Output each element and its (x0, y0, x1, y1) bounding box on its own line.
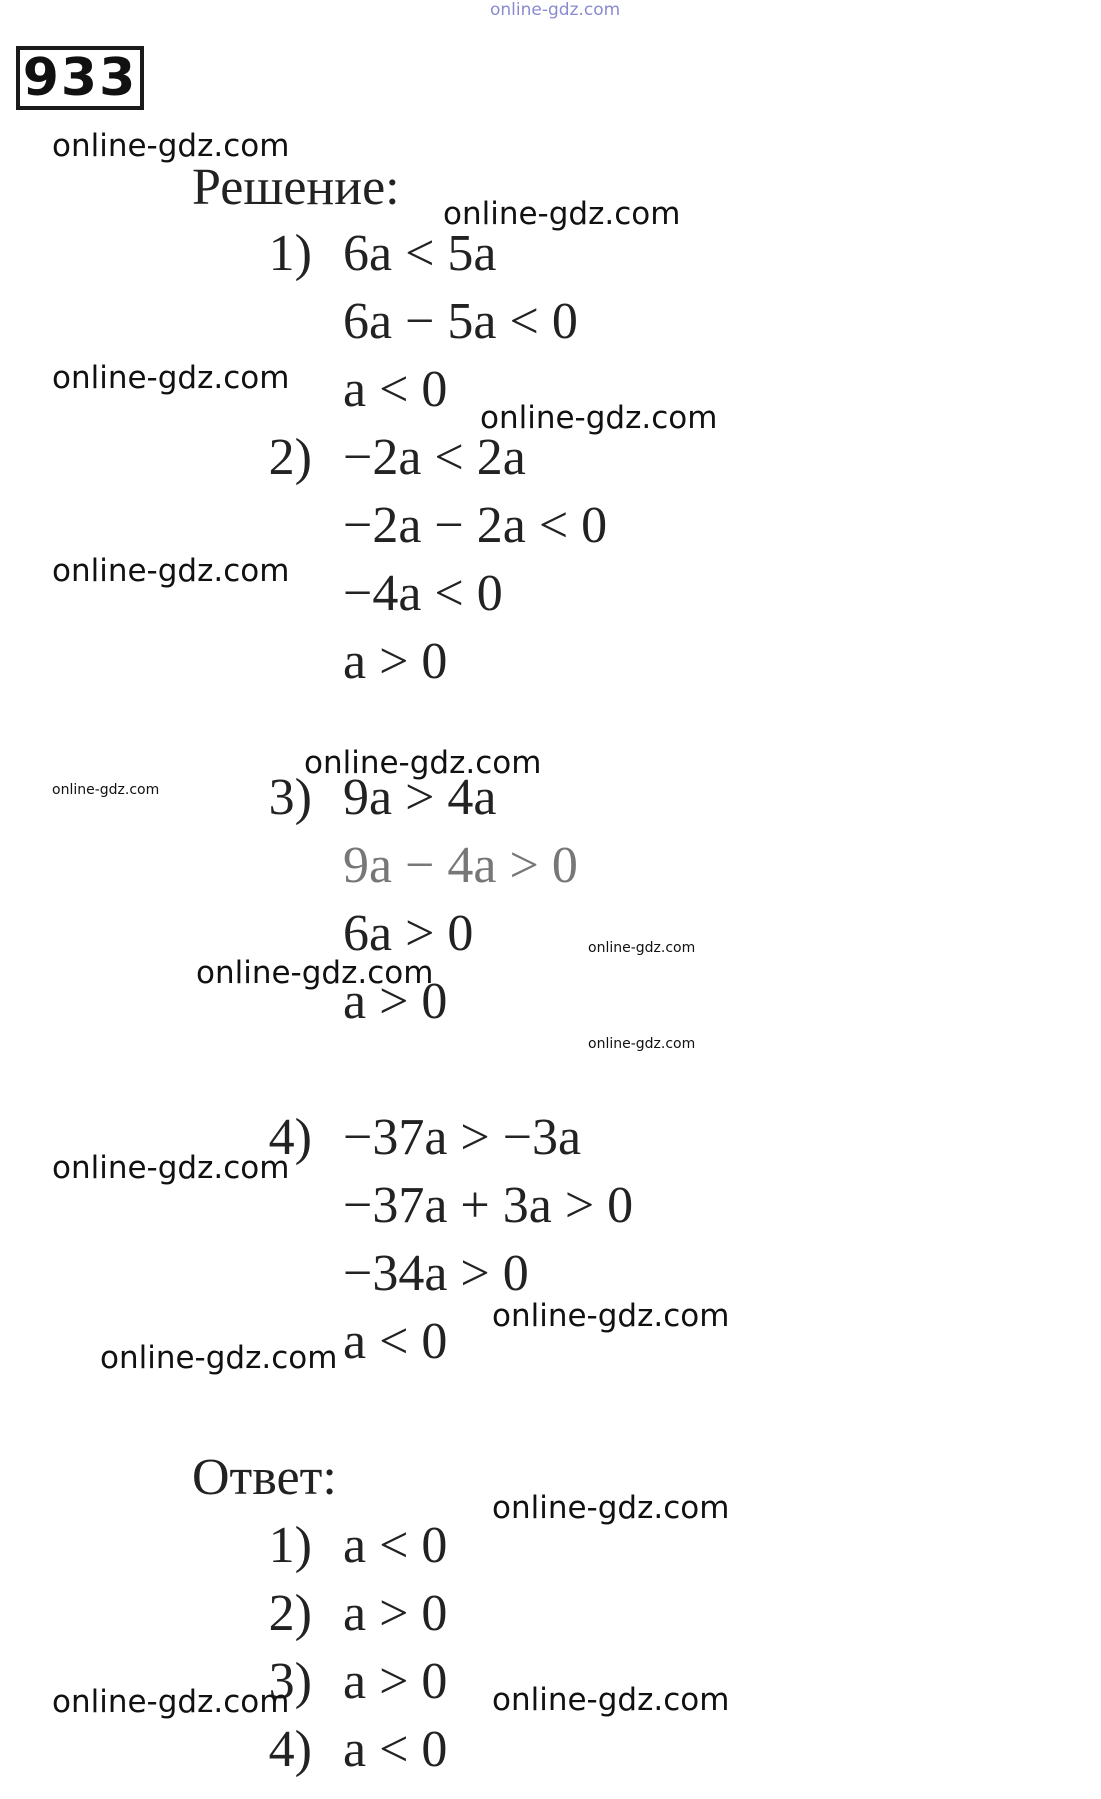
step-1-line-2: 6a − 5a < 0 (343, 293, 578, 350)
step-4-label: 4) (268, 1109, 312, 1166)
step-4-line-1: −37a > −3a (343, 1109, 582, 1166)
step-3-label: 3) (268, 769, 312, 826)
watermark[interactable]: online-gdz.com (304, 745, 542, 781)
answer-2-label: 2) (268, 1585, 312, 1642)
watermark[interactable]: online-gdz.com (492, 1298, 730, 1334)
watermark[interactable]: online-gdz.com (52, 1684, 290, 1720)
step-3-line-4: a > 0 (343, 973, 448, 1030)
watermark-small[interactable]: online-gdz.com (52, 782, 160, 798)
watermark[interactable]: online-gdz.com (52, 360, 290, 396)
step-4-line-2: −37a + 3a > 0 (343, 1177, 634, 1234)
answer-2: a > 0 (343, 1585, 448, 1642)
step-3-line-2: 9a − 4a > 0 (343, 837, 578, 894)
watermark-small[interactable]: online-gdz.com (588, 940, 696, 956)
watermark[interactable]: online-gdz.com (52, 553, 290, 589)
watermark[interactable]: online-gdz.com (443, 196, 681, 232)
answer-3: a > 0 (343, 1653, 448, 1710)
watermark[interactable]: online-gdz.com (52, 1150, 290, 1186)
watermark[interactable]: online-gdz.com (492, 1682, 730, 1718)
watermark[interactable]: online-gdz.com (492, 1490, 730, 1526)
watermark-small[interactable]: online-gdz.com (588, 1036, 696, 1052)
answer-4: a < 0 (343, 1721, 448, 1778)
step-2-line-3: −4a < 0 (343, 565, 503, 622)
step-2-line-4: a > 0 (343, 633, 448, 690)
step-1-label: 1) (268, 225, 312, 282)
answer-4-label: 4) (268, 1721, 312, 1778)
answer-3-label: 3) (268, 1653, 312, 1710)
answer-1: a < 0 (343, 1517, 448, 1574)
step-4-line-4: a < 0 (343, 1313, 448, 1370)
step-2-line-1: −2a < 2a (343, 429, 526, 486)
step-3-line-1: 9a > 4a (343, 769, 497, 826)
answer-1-label: 1) (268, 1517, 312, 1574)
watermark[interactable]: online-gdz.com (100, 1340, 338, 1376)
step-1-line-1: 6a < 5a (343, 225, 497, 282)
step-3-line-3: 6a > 0 (343, 905, 474, 962)
watermark[interactable]: online-gdz.com (196, 955, 434, 991)
solution-heading: Решение: (192, 159, 400, 216)
step-4-line-3: −34a > 0 (343, 1245, 529, 1302)
step-1-line-3: a < 0 (343, 361, 448, 418)
watermark[interactable]: online-gdz.com (480, 400, 718, 436)
answer-heading: Ответ: (192, 1449, 337, 1506)
step-2-line-2: −2a − 2a < 0 (343, 497, 608, 554)
problem-number: 933 (16, 46, 144, 110)
watermark[interactable]: online-gdz.com (52, 128, 290, 164)
watermark-top[interactable]: online-gdz.com (490, 0, 621, 20)
step-2-label: 2) (268, 429, 312, 486)
